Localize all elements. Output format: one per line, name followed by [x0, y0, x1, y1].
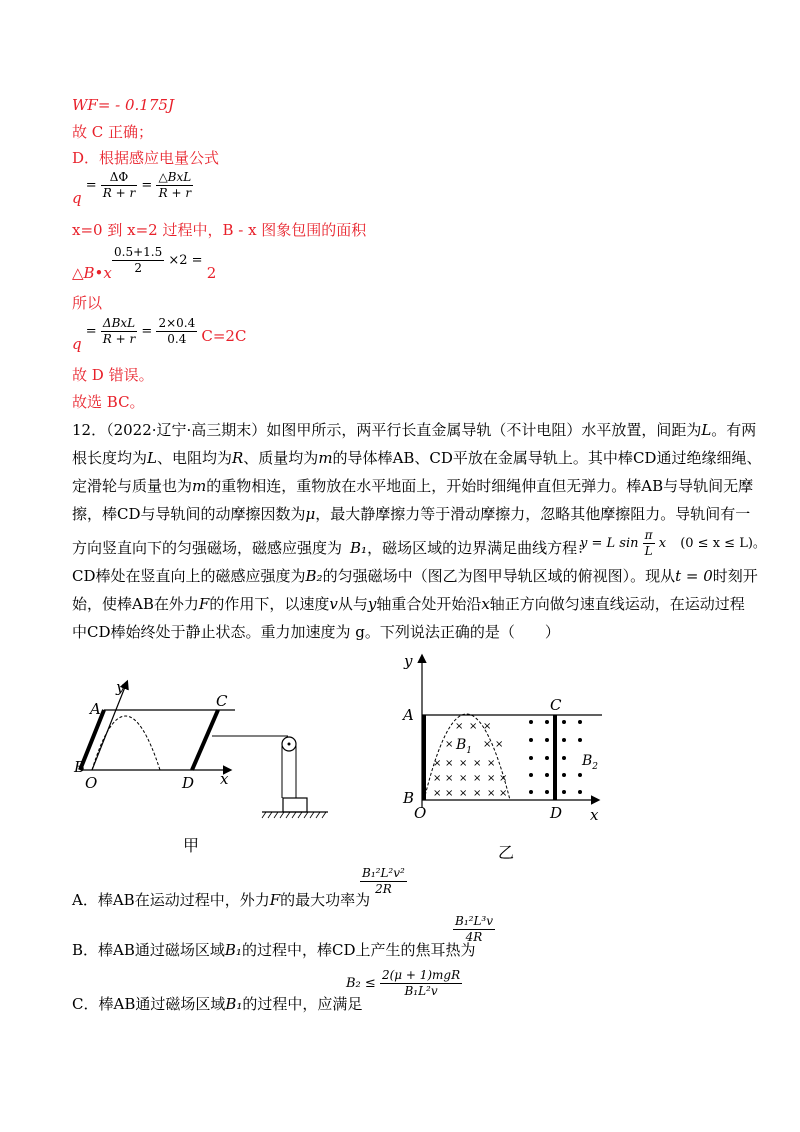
svg-text:×: ×	[459, 773, 468, 784]
option-a-formula: $\frac{\text{B₁²L²v²}}{2R}$	[362, 866, 405, 896]
svg-text:×: ×	[445, 758, 454, 769]
wf-line: WF= - 0.175J	[72, 96, 174, 114]
option-a[interactable]: A．棒AB在运动过程中，外力F的最大功率为	[72, 891, 371, 909]
label-d: D	[182, 774, 195, 792]
svg-text:×: ×	[483, 721, 492, 732]
svg-text:×: ×	[487, 758, 496, 769]
d-formula-intro: D．根据感应电量公式	[72, 149, 220, 167]
label-c: C	[216, 692, 228, 710]
question-12: 12．（2022·辽宁·高三期末）如图甲所示，两平行长直金属导轨（不计电阻）水平放置，间距为L。有两 根长度均为L、电阻均为R、质量均为m的导体棒AB、CD平放在金属导轨上。其中棒CD通过绝缘细绳、 定滑轮与质量也为m的重物相连，重物放在水平地面上，开始时细绳伸直但无弹力。棒AB与导轨间无摩 擦，棒CD与导轨间的动摩擦因数为μ，最大静摩擦力等于滑动摩擦力，忽略其他摩擦阻力。导轨间有一 方向竖直向下的匀强磁场，磁感应强度为 B₁，磁场区域的边界满足曲线方程： y = L sin $\frac{\pi}{L}$ x (0 ≤ x ≤ L)。 CD棒处在竖直向上的磁感应强度为B₂的匀强磁场中（图乙为图甲导轨区域的俯视图）。现从t = 0时刻开 始，使棒AB在外力F的作用下，以速度v从与y轴重合处开始沿x轴正方向做匀速直线运动，在运动过程 中CD棒始终处于静止状态。重力加速度为 g。下列说法正确的是（ ）	[72, 421, 766, 641]
svg-text:×: ×	[473, 758, 482, 769]
svg-text:×: ×	[483, 739, 492, 750]
label-y: y	[116, 678, 125, 696]
svg-text:×: ×	[433, 758, 442, 769]
d-wrong: 故 D 错误。	[72, 366, 154, 384]
label-b: B	[74, 758, 86, 776]
svg-text:×: ×	[459, 788, 468, 799]
caption-yi: 乙	[498, 843, 515, 862]
caption-jia: 甲	[183, 836, 200, 855]
svg-text:×: ×	[459, 758, 468, 769]
so-line: 所以	[72, 294, 103, 312]
label-o: O	[85, 774, 98, 792]
svg-text:×: ×	[473, 788, 482, 799]
svg-text:×: ×	[445, 773, 454, 784]
area-formula: △B•x $\frac{0.5+1.5}{2}$ ×2 = 2	[72, 245, 217, 282]
svg-text:×: ×	[499, 773, 508, 784]
label-b1: $B_1$	[456, 737, 473, 756]
label-y: y	[404, 652, 413, 670]
label-a: A	[90, 700, 101, 718]
area-line: x=0 到 x=2 过程中，B - x 图象包围的面积	[72, 221, 367, 239]
svg-text:×: ×	[433, 788, 442, 799]
label-b2: $B_2$	[582, 753, 599, 772]
svg-text:×: ×	[445, 788, 454, 799]
label-a: A	[403, 706, 414, 724]
option-b-formula: $\frac{\text{B₁²L³v}}{4R}$	[455, 914, 493, 944]
option-b[interactable]: B．棒AB通过磁场区域B₁的过程中，棒CD上产生的焦耳热为	[72, 941, 476, 959]
svg-text:×: ×	[499, 788, 508, 799]
svg-text:×: ×	[455, 721, 464, 732]
svg-text:×: ×	[487, 773, 496, 784]
svg-text:×: ×	[469, 721, 478, 732]
option-c[interactable]: C．棒AB通过磁场区域B₁的过程中，应满足	[72, 995, 363, 1013]
svg-text:×: ×	[445, 739, 454, 750]
figure-jia	[70, 672, 330, 822]
label-b: B	[403, 789, 415, 807]
svg-text:×: ×	[495, 739, 504, 750]
label-x: x	[220, 770, 229, 788]
label-d: D	[550, 804, 563, 822]
option-c-formula: B₂ ≤ $\frac{\text{2(μ + 1)mgR}}{\text{B₁L²v}}$	[346, 968, 461, 998]
svg-text:×: ×	[433, 773, 442, 784]
q2-formula: q = $\frac{\text{ΔBxL}}{R + r}$ = $\frac{2\times 0.4}{0.4}$ C=2C	[72, 316, 247, 353]
figure-yi	[398, 648, 618, 828]
svg-text:×: ×	[487, 788, 496, 799]
q-formula: q = $\frac{\Delta\Phi}{R + r}$ = $\frac{\text{△BxL}}{R + r}$	[72, 170, 192, 207]
c-correct: 故 C 正确；	[72, 123, 154, 141]
svg-text:×: ×	[473, 773, 482, 784]
label-o: O	[414, 804, 427, 822]
curve-equation: y = L sin $\frac{\pi}{L}$ x (0 ≤ x ≤ L)。	[580, 528, 766, 558]
label-c: C	[550, 696, 562, 714]
label-x: x	[590, 806, 599, 824]
choose-bc: 故选 BC。	[72, 393, 145, 411]
